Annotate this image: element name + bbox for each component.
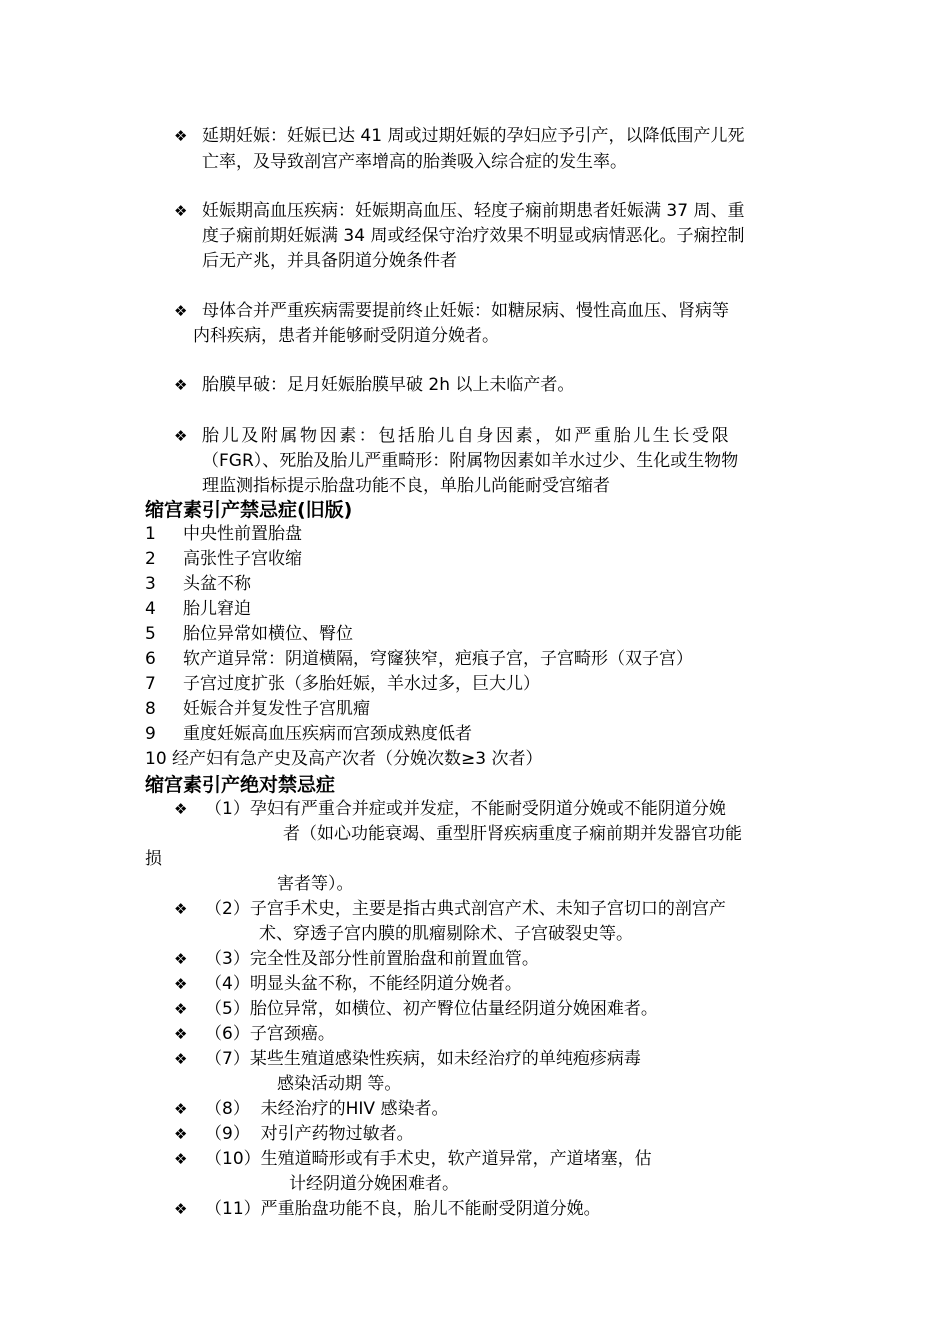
contraindication-line: （2）子宫手术史，主要是指古典式剖宫产术、未知子宫切口的剖宫产 [205,899,726,919]
contraindication-line: 术、穿透子宫内膜的肌瘤剔除术、子宫破裂史等。 [259,924,633,944]
indication-line: 延期妊娠：妊娠已达 41 周或过期妊娠的孕妇应予引产，以降低围产儿死 [202,126,745,146]
section-heading: 缩宫素引产绝对禁忌症 [145,774,336,796]
numbered-item: 4 胎儿窘迫 [145,599,251,619]
contraindication-line: （9） 对引产药物过敏者。 [205,1124,414,1144]
indication-line: 胎儿及附属物因素：包括胎儿自身因素，如严重胎儿生长受限 [202,426,732,446]
contraindication-line: （8） 未经治疗的HIV 感染者。 [205,1099,449,1119]
contraindication-line: （4）明显头盆不称，不能经阴道分娩者。 [205,974,522,994]
indication-line: 度子痫前期妊娠满 34 周或经保守治疗效果不明显或病情恶化。子痫控制 [202,226,745,246]
numbered-item: 6 软产道异常：阴道横隔，穹窿狭窄，疤痕子宫，子宫畸形（双子宫） [145,649,693,669]
indication-line: 后无产兆，并具备阴道分娩条件者 [202,251,457,271]
numbered-item: 10 经产妇有急产史及高产次者（分娩次数≥3 次者） [145,749,543,769]
contraindication-line: （7）某些生殖道感染性疾病，如未经治疗的单纯疱疹病毒 [205,1049,641,1069]
diamond-bullet-icon: ❖ [174,975,188,993]
contraindication-line: （3）完全性及部分性前置胎盘和前置血管。 [205,949,539,969]
diamond-bullet-icon: ❖ [174,1150,188,1168]
diamond-bullet-icon: ❖ [174,1050,188,1068]
contraindication-line: 者（如心功能衰竭、重型肝肾疾病重度子痫前期并发器官功能 [283,824,742,844]
diamond-bullet-icon: ❖ [174,900,188,918]
diamond-bullet-icon: ❖ [174,127,188,145]
indication-line: 母体合并严重疾病需要提前终止妊娠：如糖尿病、慢性高血压、肾病等 [202,301,729,321]
numbered-item: 9 重度妊娠高血压疾病而宫颈成熟度低者 [145,724,472,744]
contraindication-line: （6）子宫颈癌。 [205,1024,335,1044]
diamond-bullet-icon: ❖ [174,1025,188,1043]
diamond-bullet-icon: ❖ [174,202,188,220]
contraindication-line: （11）严重胎盘功能不良，胎儿不能耐受阴道分娩。 [205,1199,601,1219]
diamond-bullet-icon: ❖ [174,427,188,445]
diamond-bullet-icon: ❖ [174,1100,188,1118]
diamond-bullet-icon: ❖ [174,302,188,320]
contraindication-line: 损 [145,849,162,869]
contraindication-line: （1）孕妇有严重合并症或并发症，不能耐受阴道分娩或不能阴道分娩 [205,799,726,819]
contraindication-line: （5）胎位异常，如横位、初产臀位估量经阴道分娩困难者。 [205,999,658,1019]
diamond-bullet-icon: ❖ [174,1000,188,1018]
contraindication-line: 计经阴道分娩困难者。 [289,1174,459,1194]
numbered-item: 2 高张性子宫收缩 [145,549,302,569]
contraindication-line: 害者等）。 [277,874,354,894]
contraindication-line: （10）生殖道畸形或有手术史，软产道异常，产道堵塞，估 [205,1149,652,1169]
indication-line: 内科疾病，患者并能够耐受阴道分娩者。 [193,326,499,346]
indication-line: 理监测指标提示胎盘功能不良，单胎儿尚能耐受宫缩者 [202,476,610,496]
contraindication-line: 感染活动期 等。 [277,1074,402,1094]
diamond-bullet-icon: ❖ [174,376,188,394]
numbered-item: 5 胎位异常如横位、臀位 [145,624,353,644]
numbered-item: 1 中央性前置胎盘 [145,524,302,544]
indication-line: 亡率，及导致剖宫产率增高的胎粪吸入综合症的发生率。 [202,152,627,172]
diamond-bullet-icon: ❖ [174,1125,188,1143]
indication-line: 胎膜早破：足月妊娠胎膜早破 2h 以上未临产者。 [202,375,575,395]
diamond-bullet-icon: ❖ [174,1200,188,1218]
diamond-bullet-icon: ❖ [174,950,188,968]
numbered-item: 3 头盆不称 [145,574,251,594]
indication-line: 妊娠期高血压疾病：妊娠期高血压、轻度子痫前期患者妊娠满 37 周、重 [202,201,745,221]
diamond-bullet-icon: ❖ [174,800,188,818]
numbered-item: 8 妊娠合并复发性子宫肌瘤 [145,699,370,719]
section-heading: 缩宫素引产禁忌症(旧版) [145,499,353,521]
numbered-item: 7 子宫过度扩张（多胎妊娠，羊水过多，巨大儿） [145,674,540,694]
indication-line: （FGR）、死胎及胎儿严重畸形：附属物因素如羊水过少、生化或生物物 [202,451,739,471]
